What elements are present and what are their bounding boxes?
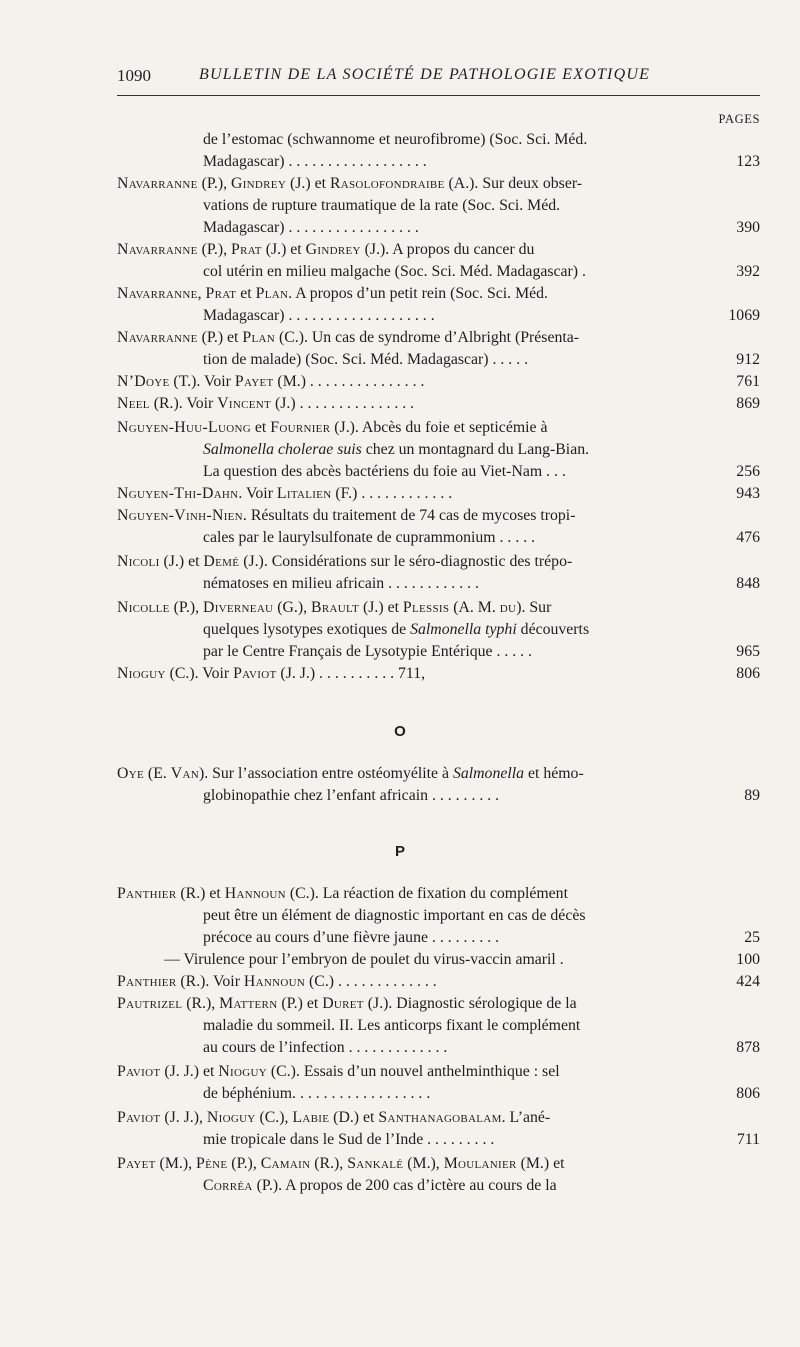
author-name: Nioguy bbox=[117, 665, 166, 682]
entry-fragment: (J.). Considérations sur le séro-diagnostic des trépo- bbox=[239, 553, 573, 570]
page-reference: 878 bbox=[736, 1039, 760, 1056]
author-name: Nicolle bbox=[117, 599, 170, 616]
entry-fragment: . L’ané- bbox=[501, 1109, 551, 1126]
entry-fragment: (R.). Voir bbox=[149, 395, 218, 412]
author-name: Panthier bbox=[117, 885, 177, 902]
entry-text: de l’estomac (schwannome et neurofibrome) (Soc. Sci. Méd. bbox=[203, 131, 588, 148]
author-name: Sankalé bbox=[347, 1155, 404, 1172]
author-name: Litalien bbox=[276, 485, 332, 502]
page-reference: 848 bbox=[736, 575, 760, 592]
entry-fragment: (R.). Voir bbox=[176, 973, 244, 990]
index-continuation-line bbox=[0, 1015, 800, 1037]
entry-fragment: (M.), bbox=[155, 1155, 196, 1172]
author-name: Prat bbox=[205, 285, 237, 302]
entry-fragment: (R.), bbox=[310, 1155, 348, 1172]
entry-fragment: , bbox=[197, 285, 206, 302]
entry-fragment: (J. J.) . . . . . . . . . . 711, bbox=[276, 665, 426, 682]
entry-fragment: (J.). Diagnostic sérologique de la bbox=[363, 995, 577, 1012]
entry-fragment: (J.) et bbox=[359, 599, 403, 616]
entry-text: maladie du sommeil. II. Les anticorps fixant le complément bbox=[203, 1017, 581, 1034]
author-name: Paviot bbox=[117, 1109, 161, 1126]
author-name: Diverneau bbox=[202, 599, 274, 616]
author-name: Oye bbox=[117, 765, 144, 782]
entry-fragment: (D.) et bbox=[329, 1109, 379, 1126]
page-reference: 390 bbox=[736, 219, 760, 236]
entry-fragment: (G.), bbox=[273, 599, 312, 616]
running-header bbox=[117, 66, 760, 92]
index-continuation-line bbox=[0, 785, 800, 807]
entry-fragment: (C.). Un cas de syndrome d’Albright (Présenta- bbox=[275, 329, 580, 346]
page-reference: 256 bbox=[736, 463, 760, 480]
entry-fragment: (P.). A propos de 200 cas d’ictère au cours de la bbox=[252, 1177, 557, 1194]
index-entry-line bbox=[0, 483, 800, 505]
page-reference: 965 bbox=[736, 643, 760, 660]
author-name: Vincent bbox=[217, 395, 272, 412]
author-name: Fournier bbox=[270, 419, 331, 436]
author-name: Hannoun bbox=[243, 973, 306, 990]
author-name: Paviot bbox=[117, 1063, 161, 1080]
index-continuation-line bbox=[0, 151, 800, 173]
author-name: Panthier bbox=[117, 973, 177, 990]
entry-fragment: (J. J.) et bbox=[160, 1063, 219, 1080]
index-continuation-line bbox=[0, 905, 800, 927]
entry-text: mie tropicale dans le Sud de l’Inde . . . . . . . . . bbox=[203, 1131, 495, 1148]
italic-term: Salmonella typhi bbox=[410, 621, 517, 638]
entry-fragment: (C.). Voir bbox=[165, 665, 234, 682]
author-name: Nicoli bbox=[117, 553, 160, 570]
page-reference: 123 bbox=[736, 153, 760, 170]
author-name: Rasolofondraibe bbox=[329, 175, 445, 192]
author-name: Demé bbox=[203, 553, 240, 570]
index-continuation-line bbox=[0, 349, 800, 371]
entry-fragment: et bbox=[250, 419, 271, 436]
entry-text bbox=[117, 483, 452, 505]
entry-fragment: (A. M. bbox=[449, 599, 500, 616]
index-entry-line bbox=[0, 173, 800, 195]
entry-fragment: (J.). Abcès du foie et septicémie à bbox=[330, 419, 548, 436]
entry-fragment: (J.) . . . . . . . . . . . . . . . bbox=[271, 395, 415, 412]
entry-fragment: et bbox=[236, 285, 256, 302]
author-name: Labie bbox=[292, 1109, 330, 1126]
index-continuation-line bbox=[0, 619, 800, 641]
index-entry-line bbox=[0, 1107, 800, 1129]
entry-text: Madagascar) . . . . . . . . . . . . . . . . . . bbox=[203, 153, 427, 170]
index-continuation-line bbox=[0, 217, 800, 239]
page-reference: 943 bbox=[736, 485, 760, 502]
entry-text: globinopathie chez l’enfant africain . . . . . . . . . bbox=[203, 787, 500, 804]
index-entry-line bbox=[0, 393, 800, 415]
page-reference: 392 bbox=[736, 263, 760, 280]
entry-fragment: (T.). Voir bbox=[169, 373, 235, 390]
author-name: Van bbox=[170, 765, 199, 782]
entry-text bbox=[117, 551, 572, 573]
entry-fragment: (R.), bbox=[182, 995, 220, 1012]
section-letter-p: P bbox=[394, 843, 405, 860]
index-entry-line bbox=[0, 883, 800, 905]
entry-fragment: . Voir bbox=[238, 485, 277, 502]
entry-fragment: (M.) et bbox=[516, 1155, 565, 1172]
entry-text bbox=[203, 1175, 557, 1197]
author-name: Navarranne bbox=[117, 329, 198, 346]
index-entry-line bbox=[0, 597, 800, 619]
index-entry-line bbox=[0, 417, 800, 439]
index-entry-line bbox=[0, 1061, 800, 1083]
author-name: Navarranne bbox=[117, 241, 198, 258]
entry-fragment: (P.), bbox=[169, 599, 203, 616]
author-name: Mattern bbox=[219, 995, 278, 1012]
page-reference: 1069 bbox=[728, 307, 760, 324]
entry-fragment: quelques lysotypes exotiques de bbox=[203, 621, 411, 638]
page-reference: 25 bbox=[744, 929, 760, 946]
entry-text bbox=[117, 283, 548, 305]
entry-fragment: (R.) et bbox=[176, 885, 225, 902]
author-name: Nguyen-Huu-Luong bbox=[117, 419, 251, 436]
entry-text: peut être un élément de diagnostic important en cas de décès bbox=[203, 907, 586, 924]
entry-text bbox=[117, 417, 547, 439]
index-continuation-line bbox=[0, 261, 800, 283]
page-reference: 912 bbox=[736, 351, 760, 368]
entry-fragment: découverts bbox=[516, 621, 590, 638]
entry-fragment: (A.). Sur deux obser- bbox=[444, 175, 583, 192]
entry-fragment: . Résultats du traitement de 74 cas de mycoses tropi- bbox=[242, 507, 576, 524]
author-name: Plessis bbox=[402, 599, 450, 616]
entry-text bbox=[117, 371, 424, 393]
entry-text bbox=[117, 597, 551, 619]
entry-fragment: (C.), bbox=[255, 1109, 293, 1126]
author-name: Paviot bbox=[233, 665, 277, 682]
entry-fragment: (P.), bbox=[227, 1155, 261, 1172]
index-entry-line bbox=[0, 1153, 800, 1175]
author-name: Nioguy bbox=[218, 1063, 267, 1080]
running-title: BULLETIN DE LA SOCIÉTÉ DE PATHOLOGIE EXOTIQUE bbox=[199, 66, 651, 83]
entry-text bbox=[117, 763, 584, 785]
entry-text bbox=[117, 173, 582, 195]
author-name: Nguyen-Thi-Dahn bbox=[117, 485, 239, 502]
author-name: Payet bbox=[117, 1155, 156, 1172]
entry-fragment: (C.) . . . . . . . . . . . . . bbox=[305, 973, 437, 990]
index-continuation-line bbox=[0, 1037, 800, 1059]
author-name: Nioguy bbox=[206, 1109, 256, 1126]
index-continuation-line bbox=[0, 305, 800, 327]
author-name: Prat bbox=[231, 241, 262, 258]
page-reference: 424 bbox=[736, 973, 760, 990]
author-name: Pautrizel bbox=[117, 995, 183, 1012]
index-continuation-line bbox=[0, 195, 800, 217]
author-name: Nguyen-Vinh-Nien bbox=[117, 507, 243, 524]
entry-text bbox=[117, 663, 425, 685]
author-name: Navarranne bbox=[117, 285, 198, 302]
author-name: Corréa bbox=[203, 1177, 253, 1194]
entry-text: par le Centre Français de Lysotypie Entérique . . . . . bbox=[203, 643, 533, 660]
author-name: Hannoun bbox=[224, 885, 286, 902]
index-continuation-line bbox=[0, 573, 800, 595]
page-reference: 711 bbox=[736, 1131, 760, 1148]
author-name: Brault bbox=[311, 599, 360, 616]
page-reference: 476 bbox=[736, 529, 760, 546]
index-continuation-line bbox=[0, 1129, 800, 1151]
entry-text: de béphénium. . . . . . . . . . . . . . . . . . bbox=[203, 1085, 431, 1102]
entry-text: Madagascar) . . . . . . . . . . . . . . . . . bbox=[203, 219, 419, 236]
index-continuation-line bbox=[0, 129, 800, 151]
entry-text: cales par le laurylsulfonate de cuprammonium . . . . . bbox=[203, 529, 536, 546]
entry-fragment: (J.) et bbox=[286, 175, 330, 192]
page-reference: 89 bbox=[744, 787, 760, 804]
author-name: du bbox=[499, 599, 517, 616]
index-entry-line bbox=[0, 327, 800, 349]
entry-fragment: ). Sur bbox=[516, 599, 552, 616]
section-letter-o: O bbox=[394, 723, 406, 740]
entry-text bbox=[117, 1061, 560, 1083]
author-name: Gindrey bbox=[305, 241, 361, 258]
entry-fragment: (C.). La réaction de fixation du complément bbox=[285, 885, 568, 902]
index-entry-line bbox=[0, 505, 800, 527]
page-number: 1090 bbox=[117, 66, 151, 85]
index-entry-line bbox=[0, 663, 800, 685]
entry-text: La question des abcès bactériens du foie au Viet-Nam . . . bbox=[203, 463, 566, 480]
entry-text bbox=[203, 619, 589, 641]
index-entry-line bbox=[0, 371, 800, 393]
index-entry-line bbox=[0, 993, 800, 1015]
entry-fragment: (C.). Essais d’un nouvel anthelminthique : sel bbox=[266, 1063, 560, 1080]
entry-fragment: (P.) et bbox=[197, 329, 243, 346]
index-continuation-line bbox=[0, 949, 800, 971]
author-name: Plan bbox=[255, 285, 289, 302]
index-continuation-line bbox=[0, 1083, 800, 1105]
index-entry-line bbox=[0, 239, 800, 261]
author-name: Pène bbox=[195, 1155, 228, 1172]
entry-text: col utérin en milieu malgache (Soc. Sci. Méd. Madagascar) . bbox=[203, 263, 586, 280]
entry-text bbox=[117, 971, 437, 993]
pages-column-label: PAGES bbox=[718, 112, 760, 126]
entry-text: précoce au cours d’une fièvre jaune . . . . . . . . . bbox=[203, 929, 500, 946]
entry-text bbox=[203, 439, 589, 461]
entry-text bbox=[117, 993, 577, 1015]
index-continuation-line bbox=[0, 527, 800, 549]
entry-fragment: (M.) . . . . . . . . . . . . . . . bbox=[273, 373, 425, 390]
index-entry-line bbox=[0, 763, 800, 785]
index-entry-line bbox=[0, 551, 800, 573]
header-rule bbox=[117, 95, 760, 96]
index-continuation-line bbox=[0, 461, 800, 483]
entry-fragment: chez un montagnard du Lang-Bian. bbox=[361, 441, 590, 458]
entry-fragment: (P.), bbox=[197, 241, 231, 258]
entry-text: au cours de l’infection . . . . . . . . . . . . . bbox=[203, 1039, 448, 1056]
author-name: Moulanier bbox=[443, 1155, 517, 1172]
page-reference: 761 bbox=[736, 373, 760, 390]
entry-text bbox=[117, 1153, 564, 1175]
entry-text: vations de rupture traumatique de la rate (Soc. Sci. Méd. bbox=[203, 197, 561, 214]
author-name: N’Doye bbox=[117, 373, 170, 390]
page-reference: 100 bbox=[736, 951, 760, 968]
entry-fragment: (J.) et bbox=[159, 553, 204, 570]
index-entry-line bbox=[0, 283, 800, 305]
entry-text: — Virulence pour l’embryon de poulet du virus-vaccin amaril . bbox=[164, 951, 564, 968]
author-name: Gindrey bbox=[231, 175, 287, 192]
author-name: Duret bbox=[322, 995, 364, 1012]
page-reference: 869 bbox=[736, 395, 760, 412]
entry-fragment: ). Sur l’association entre ostéomyélite à bbox=[198, 765, 453, 782]
entry-fragment: (P.) et bbox=[277, 995, 323, 1012]
author-name: Navarranne bbox=[117, 175, 198, 192]
page-reference: 806 bbox=[736, 1085, 760, 1102]
entry-text bbox=[117, 393, 414, 415]
author-name: Plan bbox=[242, 329, 275, 346]
index-entry-line bbox=[0, 971, 800, 993]
entry-text bbox=[117, 505, 575, 527]
index-continuation-line bbox=[0, 641, 800, 663]
entry-text: Madagascar) . . . . . . . . . . . . . . . . . . . bbox=[203, 307, 435, 324]
entry-fragment: (J.) et bbox=[261, 241, 306, 258]
author-name: Payet bbox=[234, 373, 274, 390]
italic-term: Salmonella bbox=[452, 765, 525, 782]
index-continuation-line bbox=[0, 439, 800, 461]
entry-text: nématoses en milieu africain . . . . . . . . . . . . bbox=[203, 575, 479, 592]
entry-text bbox=[117, 239, 534, 261]
entry-text bbox=[117, 1107, 550, 1129]
author-name: Santhanagobalam bbox=[378, 1109, 502, 1126]
entry-fragment: (J. J.), bbox=[160, 1109, 207, 1126]
entry-fragment: . A propos d’un petit rein (Soc. Sci. Méd. bbox=[288, 285, 548, 302]
entry-text bbox=[117, 327, 579, 349]
entry-fragment: (P.), bbox=[197, 175, 231, 192]
entry-text bbox=[117, 883, 568, 905]
entry-fragment: (F.) . . . . . . . . . . . . bbox=[331, 485, 453, 502]
page-reference: 806 bbox=[736, 665, 760, 682]
author-name: Camain bbox=[260, 1155, 311, 1172]
entry-text: tion de malade) (Soc. Sci. Méd. Madagascar) . . . . . bbox=[203, 351, 529, 368]
entry-fragment: (M.), bbox=[403, 1155, 444, 1172]
author-name: Neel bbox=[117, 395, 150, 412]
italic-term: Salmonella cholerae suis bbox=[203, 441, 362, 458]
index-continuation-line bbox=[0, 1175, 800, 1197]
index-continuation-line bbox=[0, 927, 800, 949]
entry-fragment: (E. bbox=[143, 765, 171, 782]
entry-fragment: et hémo- bbox=[524, 765, 584, 782]
entry-fragment: (J.). A propos du cancer du bbox=[360, 241, 535, 258]
